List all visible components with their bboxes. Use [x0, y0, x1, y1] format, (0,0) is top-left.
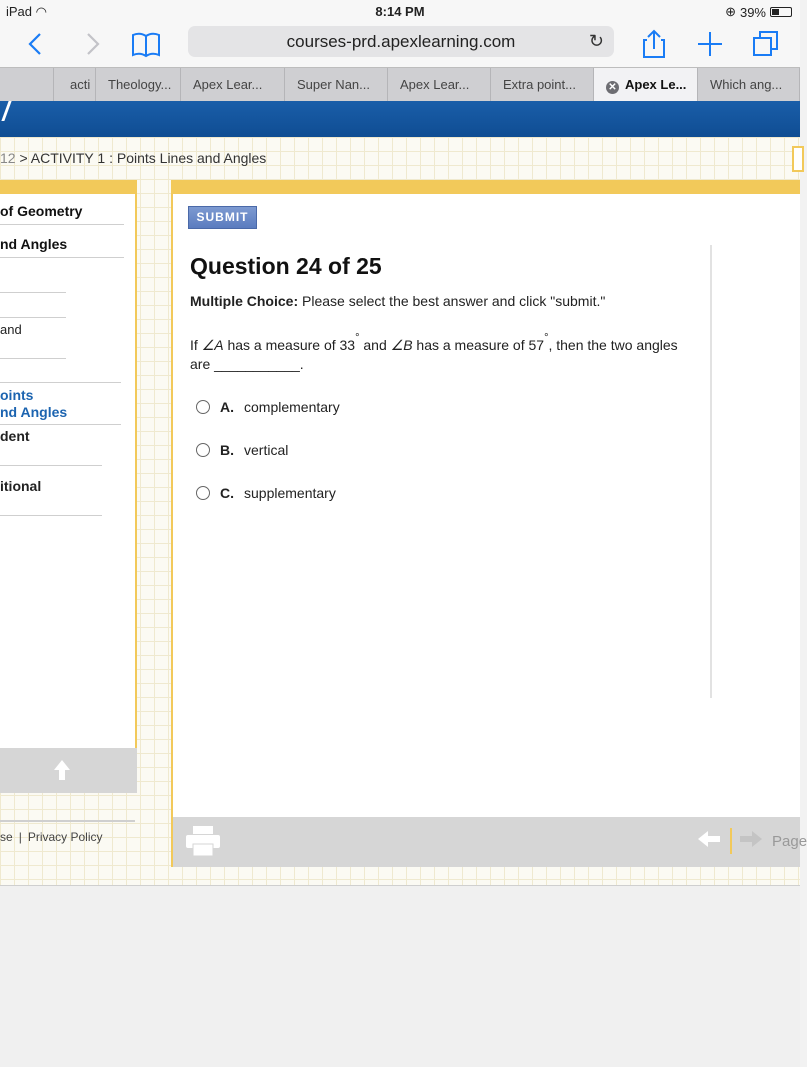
- tab[interactable]: Super Nan...: [285, 68, 388, 101]
- sidebar-divider: [0, 292, 66, 293]
- tab[interactable]: Apex Lear...: [181, 68, 285, 101]
- tab[interactable]: Theology...: [96, 68, 181, 101]
- option-letter: C.: [220, 485, 234, 501]
- footer-link-license[interactable]: se: [0, 830, 13, 844]
- next-page-icon[interactable]: [740, 831, 764, 852]
- reload-icon[interactable]: ↻: [588, 31, 604, 51]
- tab[interactable]: Extra point...: [491, 68, 594, 101]
- breadcrumb-right-box: [792, 146, 804, 172]
- angle-a: ∠A: [201, 337, 224, 353]
- device-label: iPad ◠: [6, 4, 47, 19]
- sidebar-item-geometry[interactable]: of Geometry: [0, 203, 124, 225]
- bookmarks-icon[interactable]: [130, 28, 162, 60]
- address-bar[interactable]: [188, 26, 614, 57]
- question-title: Question 24 of 25: [190, 253, 382, 279]
- battery-percent: 39%: [739, 4, 766, 20]
- tab[interactable]: Which ang...: [698, 68, 800, 101]
- sidebar-divider: [0, 358, 66, 359]
- footer-divider: [0, 820, 135, 822]
- new-tab-icon[interactable]: [694, 28, 726, 60]
- lock-rotation-icon: ⊕: [725, 4, 736, 19]
- status-bar: [0, 0, 800, 22]
- battery-icon: [770, 7, 792, 17]
- panel-divider: [710, 245, 712, 698]
- instruction-label: Multiple Choice:: [190, 293, 299, 309]
- wifi-icon: ◠: [35, 4, 47, 19]
- sidebar-item-and[interactable]: and: [0, 322, 22, 337]
- option-text: vertical: [244, 442, 289, 458]
- tab-active[interactable]: ✕ Apex Le...: [594, 68, 698, 101]
- degree-symbol: °: [355, 332, 360, 345]
- forward-icon[interactable]: [76, 28, 108, 60]
- option-letter: A.: [220, 399, 234, 415]
- answer-option-a[interactable]: [196, 399, 340, 415]
- scroll-up-arrow-icon[interactable]: [54, 760, 70, 787]
- tab-bar: [0, 67, 800, 101]
- browser-toolbar: [0, 22, 800, 67]
- print-icon[interactable]: [186, 826, 220, 856]
- instruction-text: Please select the best answer and click "submit.": [302, 293, 606, 309]
- option-letter: B.: [220, 442, 234, 458]
- answer-option-b[interactable]: [196, 442, 288, 458]
- footer-links: [0, 830, 109, 844]
- radio-button[interactable]: [196, 443, 210, 457]
- angle-b: ∠B: [390, 337, 413, 353]
- close-tab-icon[interactable]: ✕: [606, 81, 619, 94]
- question-panel: [171, 180, 800, 867]
- option-text: complementary: [244, 399, 340, 415]
- previous-page-icon[interactable]: [698, 831, 722, 852]
- tabs-overview-icon[interactable]: [750, 28, 782, 60]
- sidebar-item-dent[interactable]: dent: [0, 428, 30, 444]
- tab[interactable]: acti: [54, 68, 96, 101]
- radio-button[interactable]: [196, 486, 210, 500]
- sidebar-item-angles[interactable]: nd Angles: [0, 236, 124, 258]
- tab[interactable]: Apex Lear...: [388, 68, 491, 101]
- sidebar-item-points-active[interactable]: oints nd Angles: [0, 387, 68, 420]
- degree-symbol: °: [544, 332, 549, 345]
- clock: 8:14 PM: [375, 4, 425, 19]
- radio-button[interactable]: [196, 400, 210, 414]
- nav-divider: [730, 828, 732, 854]
- page-label: Page: [772, 832, 807, 850]
- sidebar-divider: [0, 465, 102, 466]
- question-instruction: [190, 293, 605, 309]
- logo-fragment: [0, 101, 12, 121]
- option-text: supplementary: [244, 485, 336, 501]
- sidebar-footer: [0, 748, 137, 793]
- sidebar-item-itional[interactable]: itional: [0, 478, 42, 494]
- sidebar-divider: [0, 382, 121, 383]
- share-icon[interactable]: [638, 28, 670, 60]
- breadcrumb-text: > ACTIVITY 1 : Points Lines and Angles: [19, 150, 267, 166]
- page-navigation: [698, 828, 807, 854]
- breadcrumb-prefix[interactable]: 12: [0, 150, 16, 166]
- footer-link-privacy[interactable]: Privacy Policy: [27, 830, 103, 844]
- answer-option-c[interactable]: [196, 485, 336, 501]
- back-icon[interactable]: [20, 28, 52, 60]
- site-header: [0, 101, 800, 137]
- sidebar-divider: [0, 515, 102, 516]
- url-text: courses-prd.apexlearning.com: [286, 32, 516, 51]
- lower-blank-area: [0, 885, 800, 1067]
- sidebar-divider: [0, 424, 121, 425]
- battery-indicator: [725, 4, 792, 20]
- sidebar-divider: [0, 317, 66, 318]
- submit-button[interactable]: SUBMIT: [188, 206, 257, 229]
- breadcrumb: [0, 150, 266, 166]
- question-text: If ∠A has a measure of 33° and ∠B has a measure of 57°, then the two angles are ___________.: [190, 332, 678, 372]
- tab-blank[interactable]: [0, 68, 54, 101]
- footer-separator: |: [18, 830, 22, 844]
